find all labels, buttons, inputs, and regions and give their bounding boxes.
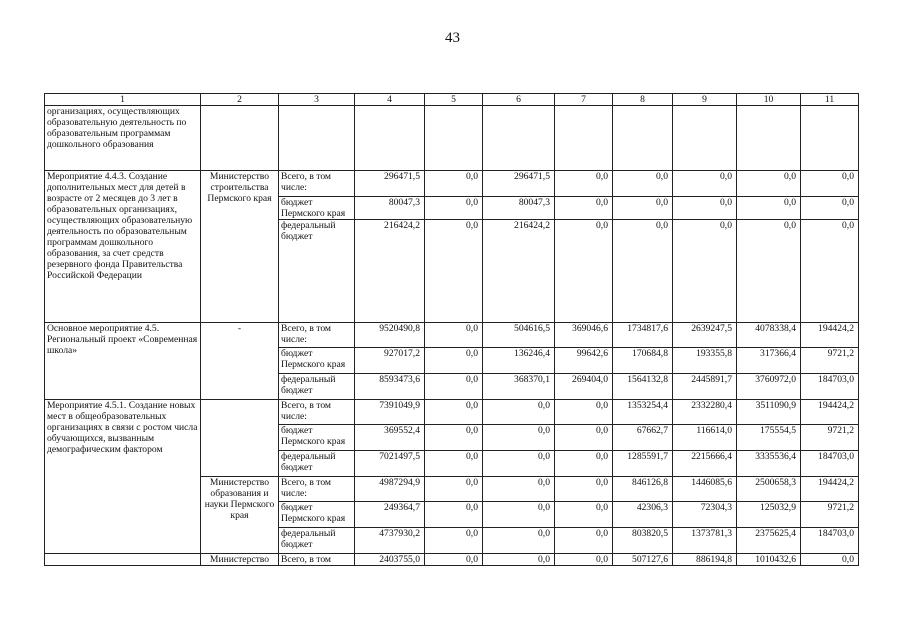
column-header: 3 bbox=[279, 94, 355, 106]
value-cell: 269404,0 bbox=[555, 374, 613, 400]
value-cell: 0,0 bbox=[483, 477, 555, 502]
column-header: 7 bbox=[555, 94, 613, 106]
value-cell: 194424,2 bbox=[801, 400, 859, 425]
measure-name-cell: Мероприятие 4.5.1. Создание новых мест в общеобразовательных организациях в связи с ростом числа обучающихся, вызванным демографическим фактором bbox=[45, 400, 201, 554]
column-header: 4 bbox=[355, 94, 425, 106]
executor-cell: Министерство строительства Пермского края bbox=[201, 171, 279, 323]
value-cell: 296471,5 bbox=[355, 171, 425, 197]
table-row bbox=[45, 171, 859, 197]
value-cell: 0,0 bbox=[483, 425, 555, 451]
executor-cell: - bbox=[201, 323, 279, 400]
value-cell: 0,0 bbox=[801, 220, 859, 323]
value-cell: 9520490,8 bbox=[355, 323, 425, 348]
value-cell: 184703,0 bbox=[801, 374, 859, 400]
source-cell: Всего, в том числе: bbox=[279, 400, 355, 425]
value-cell: 504616,5 bbox=[483, 323, 555, 348]
value-cell: 0,0 bbox=[425, 171, 483, 197]
value-cell: 249364,7 bbox=[355, 502, 425, 528]
source-cell: Всего, в том bbox=[279, 554, 355, 566]
value-cell: 194424,2 bbox=[801, 323, 859, 348]
value-cell: 72304,3 bbox=[673, 502, 737, 528]
value-cell: 0,0 bbox=[555, 171, 613, 197]
value-cell: 0,0 bbox=[483, 528, 555, 554]
value-cell: 9721,2 bbox=[801, 502, 859, 528]
value-cell: 9721,2 bbox=[801, 348, 859, 374]
table-row bbox=[45, 106, 859, 171]
column-header: 10 bbox=[737, 94, 801, 106]
value-cell: 1010432,6 bbox=[737, 554, 801, 566]
value-cell: 369046,6 bbox=[555, 323, 613, 348]
value-cell: 0,0 bbox=[425, 220, 483, 323]
value-cell: 184703,0 bbox=[801, 451, 859, 477]
column-header: 2 bbox=[201, 94, 279, 106]
value-cell: 1446085,6 bbox=[673, 477, 737, 502]
value-cell: 4078338,4 bbox=[737, 323, 801, 348]
value-cell: 3511090,9 bbox=[737, 400, 801, 425]
value-cell: 2215666,4 bbox=[673, 451, 737, 477]
value-cell: 67662,7 bbox=[613, 425, 673, 451]
table-row bbox=[45, 400, 859, 425]
value-cell: 0,0 bbox=[673, 220, 737, 323]
value-cell: 0,0 bbox=[555, 528, 613, 554]
value-cell: 1734817,6 bbox=[613, 323, 673, 348]
value-cell: 2403755,0 bbox=[355, 554, 425, 566]
source-cell: бюджет Пермского края bbox=[279, 197, 355, 220]
column-header: 9 bbox=[673, 94, 737, 106]
column-header: 6 bbox=[483, 94, 555, 106]
value-cell: 0,0 bbox=[425, 323, 483, 348]
value-cell: 2375625,4 bbox=[737, 528, 801, 554]
value-cell: 125032,9 bbox=[737, 502, 801, 528]
source-cell: Всего, в том числе: bbox=[279, 477, 355, 502]
value-cell: 0,0 bbox=[673, 171, 737, 197]
value-cell: 0,0 bbox=[483, 400, 555, 425]
value-cell: 1353254,4 bbox=[613, 400, 673, 425]
value-cell: 0,0 bbox=[613, 220, 673, 323]
column-header: 11 bbox=[801, 94, 859, 106]
value-cell: 1373781,3 bbox=[673, 528, 737, 554]
page-number: 43 bbox=[445, 30, 460, 46]
value-cell: 8593473,6 bbox=[355, 374, 425, 400]
value-cell: 0,0 bbox=[801, 197, 859, 220]
measure-name-cell: Основное мероприятие 4.5. Региональный проект «Современная школа» bbox=[45, 323, 201, 400]
value-cell: 7021497,5 bbox=[355, 451, 425, 477]
column-header: 5 bbox=[425, 94, 483, 106]
value-cell: 4737930,2 bbox=[355, 528, 425, 554]
value-cell: 0,0 bbox=[425, 425, 483, 451]
measure-name-cell: Мероприятие 4.4.3. Создание дополнительных мест для детей в возрасте от 2 месяцев до 3 лет в образовательных организациях, осуществляющих образовательную деятельность по образовательным программам дошкольного образования, за счет средств резервного фонда Правительства Российской Федерации bbox=[45, 171, 201, 323]
value-cell: 0,0 bbox=[555, 425, 613, 451]
value-cell: 0,0 bbox=[425, 451, 483, 477]
source-cell: бюджет Пермского края bbox=[279, 425, 355, 451]
value-cell: 0,0 bbox=[555, 502, 613, 528]
table-row bbox=[45, 323, 859, 348]
value-cell: 507127,6 bbox=[613, 554, 673, 566]
value-cell: 0,0 bbox=[737, 197, 801, 220]
value-cell: 1564132,8 bbox=[613, 374, 673, 400]
executor-cell: Министерство bbox=[201, 554, 279, 566]
value-cell: 0,0 bbox=[555, 400, 613, 425]
measure-name-cell bbox=[45, 554, 201, 566]
source-cell: федеральный бюджет bbox=[279, 374, 355, 400]
value-cell: 0,0 bbox=[425, 528, 483, 554]
value-cell: 0,0 bbox=[555, 197, 613, 220]
value-cell: 0,0 bbox=[801, 554, 859, 566]
value-cell: 0,0 bbox=[613, 197, 673, 220]
value-cell: 0,0 bbox=[801, 171, 859, 197]
value-cell: 0,0 bbox=[673, 197, 737, 220]
source-cell: федеральный бюджет bbox=[279, 451, 355, 477]
value-cell: 170684,8 bbox=[613, 348, 673, 374]
value-cell: 216424,2 bbox=[483, 220, 555, 323]
source-cell: Всего, в том числе: bbox=[279, 171, 355, 197]
value-cell: 2500658,3 bbox=[737, 477, 801, 502]
value-cell: 0,0 bbox=[613, 171, 673, 197]
value-cell: 0,0 bbox=[483, 451, 555, 477]
value-cell: 0,0 bbox=[425, 502, 483, 528]
value-cell: 99642,6 bbox=[555, 348, 613, 374]
value-cell: 80047,3 bbox=[355, 197, 425, 220]
value-cell: 0,0 bbox=[425, 400, 483, 425]
source-cell: федеральный бюджет bbox=[279, 528, 355, 554]
value-cell: 0,0 bbox=[555, 220, 613, 323]
value-cell: 1285591,7 bbox=[613, 451, 673, 477]
value-cell: 927017,2 bbox=[355, 348, 425, 374]
source-cell: бюджет Пермского края bbox=[279, 348, 355, 374]
value-cell: 3335536,4 bbox=[737, 451, 801, 477]
value-cell: 0,0 bbox=[425, 554, 483, 566]
value-cell: 0,0 bbox=[425, 374, 483, 400]
value-cell: 0,0 bbox=[555, 477, 613, 502]
value-cell: 175554,5 bbox=[737, 425, 801, 451]
value-cell: 3760972,0 bbox=[737, 374, 801, 400]
value-cell: 2445891,7 bbox=[673, 374, 737, 400]
value-cell: 42306,3 bbox=[613, 502, 673, 528]
measure-name-cell: организациях, осуществляющих образовательную деятельность по образовательным программам дошкольного образования bbox=[45, 106, 201, 171]
value-cell: 369552,4 bbox=[355, 425, 425, 451]
column-header: 8 bbox=[613, 94, 673, 106]
value-cell: 0,0 bbox=[555, 451, 613, 477]
value-cell: 0,0 bbox=[425, 197, 483, 220]
value-cell: 0,0 bbox=[483, 554, 555, 566]
source-cell: Всего, в том числе: bbox=[279, 323, 355, 348]
value-cell: 803820,5 bbox=[613, 528, 673, 554]
value-cell: 0,0 bbox=[555, 554, 613, 566]
value-cell: 296471,5 bbox=[483, 171, 555, 197]
value-cell: 0,0 bbox=[425, 348, 483, 374]
executor-cell bbox=[201, 400, 279, 477]
value-cell: 0,0 bbox=[737, 171, 801, 197]
value-cell: 194424,2 bbox=[801, 477, 859, 502]
executor-cell: Министерство образования и науки Пермского края bbox=[201, 477, 279, 554]
value-cell: 193355,8 bbox=[673, 348, 737, 374]
table-row bbox=[45, 554, 859, 566]
source-cell: федеральный бюджет bbox=[279, 220, 355, 323]
value-cell: 184703,0 bbox=[801, 528, 859, 554]
value-cell: 0,0 bbox=[737, 220, 801, 323]
column-number-row bbox=[45, 94, 859, 106]
value-cell: 886194,8 bbox=[673, 554, 737, 566]
value-cell: 7391049,9 bbox=[355, 400, 425, 425]
value-cell: 9721,2 bbox=[801, 425, 859, 451]
value-cell: 2332280,4 bbox=[673, 400, 737, 425]
value-cell: 116614,0 bbox=[673, 425, 737, 451]
value-cell: 80047,3 bbox=[483, 197, 555, 220]
value-cell: 4987294,9 bbox=[355, 477, 425, 502]
source-cell: бюджет Пермского края bbox=[279, 502, 355, 528]
value-cell: 0,0 bbox=[425, 477, 483, 502]
value-cell: 136246,4 bbox=[483, 348, 555, 374]
value-cell: 216424,2 bbox=[355, 220, 425, 323]
value-cell: 0,0 bbox=[483, 502, 555, 528]
budget-table bbox=[44, 93, 859, 566]
value-cell: 368370,1 bbox=[483, 374, 555, 400]
value-cell: 846126,8 bbox=[613, 477, 673, 502]
column-header: 1 bbox=[45, 94, 201, 106]
value-cell: 317366,4 bbox=[737, 348, 801, 374]
value-cell: 2639247,5 bbox=[673, 323, 737, 348]
